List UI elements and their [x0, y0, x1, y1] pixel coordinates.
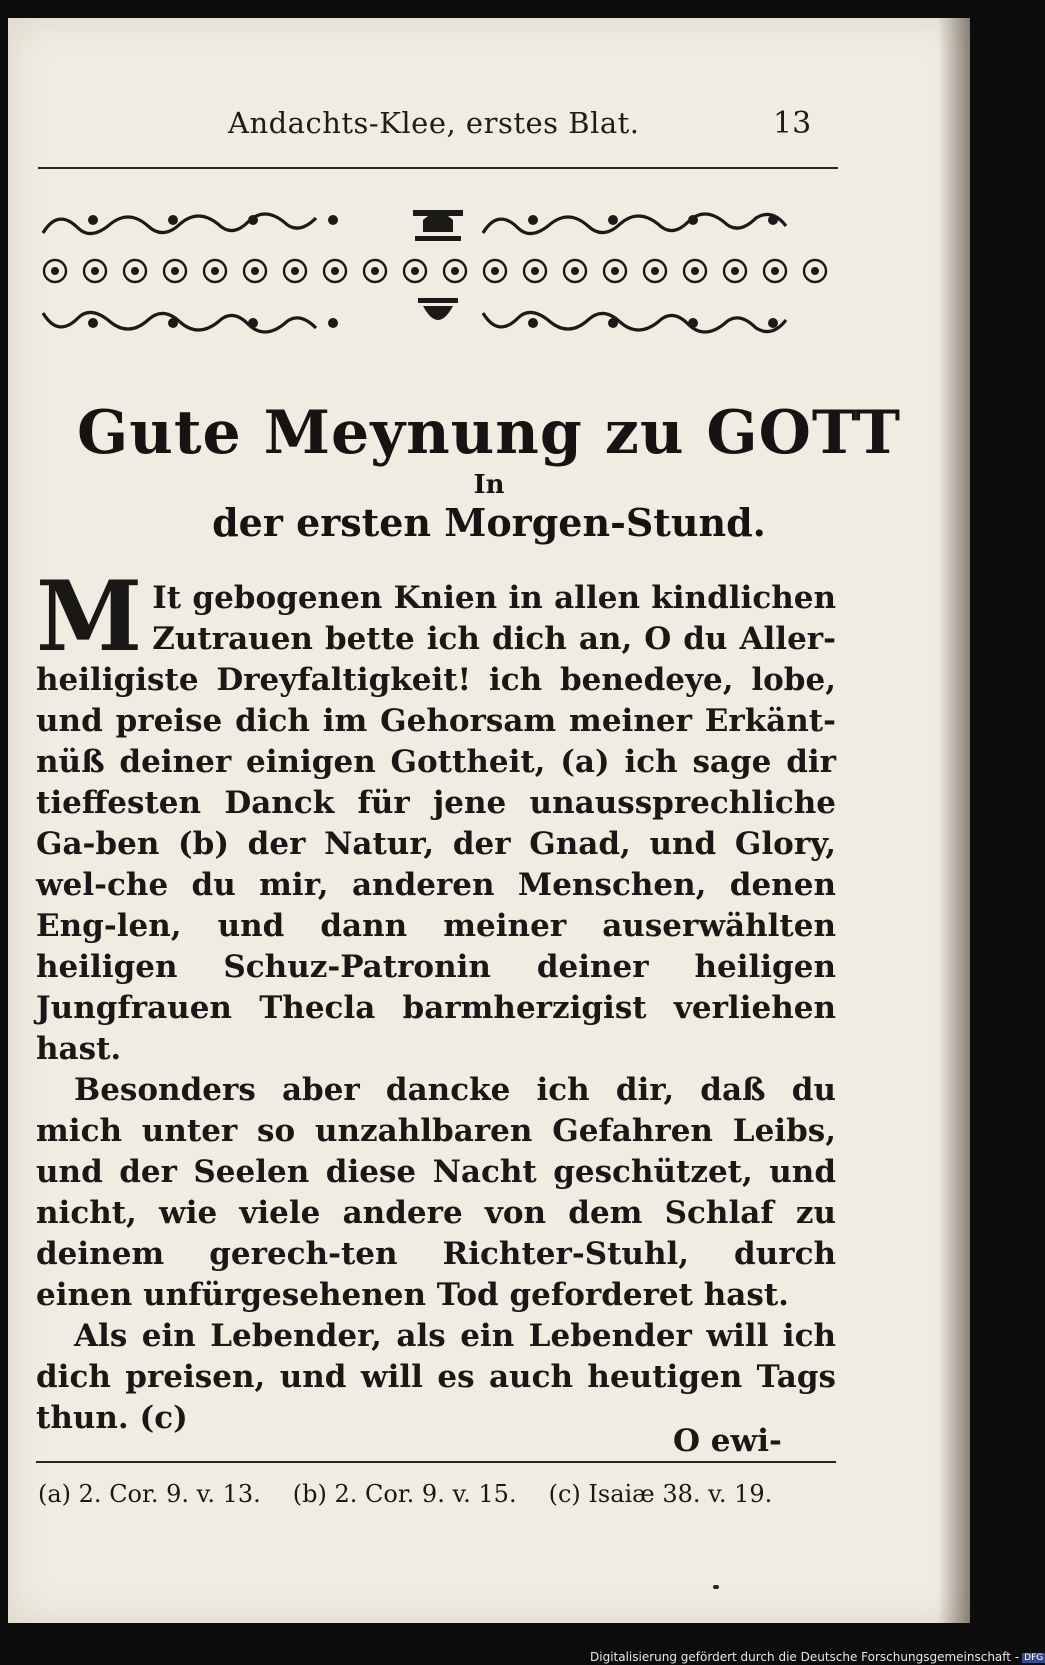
footnotes	[38, 1480, 838, 1508]
footnote-a: (a) 2. Cor. 9. v. 13.	[38, 1480, 261, 1508]
catchword: O ewi-	[673, 1423, 782, 1459]
paragraph-1-text: It gebogenen Knien in allen kindlichen Zutrauen bette ich dich an, O du Aller-heiligiste Dreyfaltigkeit! ich benedeye, lobe, und preise dich im Gehorsam meiner Erkänt-nüß deiner einigen Gottheit, (a) ich sage dir tieffesten Danck für jene unaussprechliche Ga-ben (b) der Natur, der Gnad, und Glory, wel-che du mir, anderen Menschen, denen Eng-len, und dann meiner auserwählten heiligen Schuz-Patronin deiner heiligen Jungfrauen Thecla barmherzigist verliehen hast.	[36, 580, 836, 1067]
digitization-credit	[590, 1650, 1045, 1664]
dfg-logo: DFG	[1024, 1652, 1044, 1663]
ornamental-border	[33, 198, 843, 343]
book-page	[8, 18, 970, 1623]
paragraph-2: Besonders aber dancke ich dir, daß du mich unter so unzahlbaren Gefahren Leibs, und der Seelen diese Nacht geschützet, und nicht, wie viele andere von dem Schlaf zu deinem gerech-ten Richter-Stuhl, durch einen unfürgesehenen Tod geforderet hast.	[36, 1072, 836, 1313]
footnote-c: (c) Isaiæ 38. v. 19.	[548, 1480, 773, 1508]
chapter-title	[8, 398, 970, 546]
running-title: Andachts-Klee, erstes Blat.	[228, 106, 640, 140]
ink-speck	[713, 1585, 719, 1589]
page-edge-shadow	[938, 18, 970, 1623]
body-text	[36, 560, 836, 1439]
footnote-b: (b) 2. Cor. 9. v. 15.	[292, 1480, 517, 1508]
drop-cap: M	[36, 560, 143, 673]
credit-text: Digitalisierung gefördert durch die Deutsche Forschungsgemeinschaft -	[590, 1650, 1020, 1664]
page-header	[33, 88, 833, 148]
title-line-2: In	[473, 470, 505, 500]
title-line-3: der ersten Morgen-Stund.	[212, 500, 766, 545]
footnote-rule	[36, 1461, 836, 1463]
title-line-1: Gute Meynung zu GOTT	[76, 398, 902, 468]
paragraph-3: Als ein Lebender, als ein Lebender will ich dich preisen, und will es auch heutigen Tags thun. (c)	[36, 1318, 836, 1436]
page-number: 13	[773, 106, 812, 141]
paragraph-1	[36, 560, 836, 1070]
header-rule	[38, 167, 838, 169]
